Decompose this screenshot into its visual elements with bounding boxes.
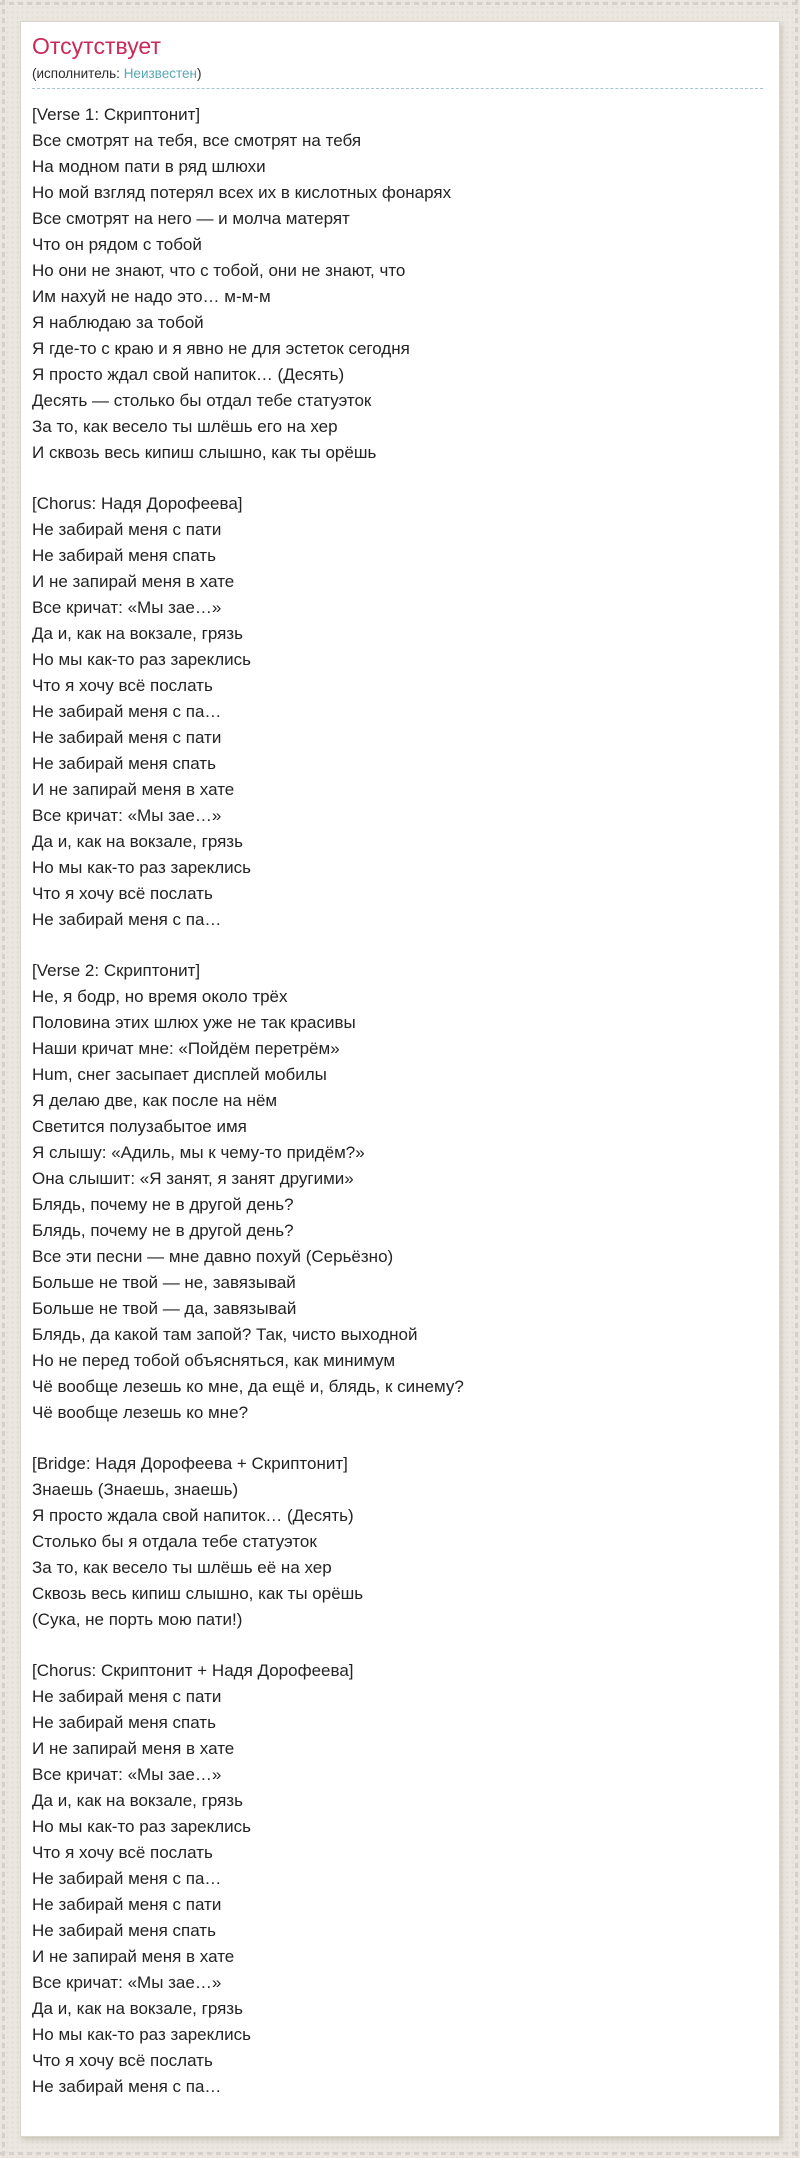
lyric-line: Все кричат: «Мы зае…» bbox=[32, 1973, 222, 1992]
lyric-line: Она слышит: «Я занят, я занят другими» bbox=[32, 1169, 354, 1188]
stanza bbox=[32, 102, 763, 466]
lyric-line: Больше не твой — да, завязывай bbox=[32, 1299, 297, 1318]
lyric-line: Все смотрят на него — и молча матерят bbox=[32, 209, 350, 228]
lyric-line: Что он рядом с тобой bbox=[32, 235, 202, 254]
song-title: Отсутствует bbox=[32, 33, 161, 59]
lyric-line: Я просто ждал свой напиток… (Десять) bbox=[32, 365, 345, 384]
stanza bbox=[32, 958, 763, 1426]
lyric-line: Знаешь (Знаешь, знаешь) bbox=[32, 1480, 239, 1499]
lyric-line: Больше не твой — не, завязывай bbox=[32, 1273, 296, 1292]
artist-label-suffix: ) bbox=[196, 66, 202, 81]
stanza bbox=[32, 1658, 763, 2100]
lyric-line: Да и, как на вокзале, грязь bbox=[32, 624, 243, 643]
lyric-line: Не, я бодр, но время около трёх bbox=[32, 987, 288, 1006]
lyric-line: За то, как весело ты шлёшь её на хер bbox=[32, 1558, 332, 1577]
lyric-line: (Сука, не порть мою пати!) bbox=[32, 1610, 243, 1629]
stanza-header: [Bridge: Надя Дорофеева + Скриптонит] bbox=[32, 1454, 348, 1473]
lyric-line: Светится полузабытое имя bbox=[32, 1117, 247, 1136]
lyric-line: За то, как весело ты шлёшь его на хер bbox=[32, 417, 338, 436]
lyric-line: Блядь, да какой там запой? Так, чисто выходной bbox=[32, 1325, 418, 1344]
lyric-line: Но мы как-то раз зареклись bbox=[32, 2025, 252, 2044]
lyric-line: Чё вообще лезешь ко мне? bbox=[32, 1403, 249, 1422]
lyrics-body bbox=[32, 102, 763, 2100]
lyric-line: Все смотрят на тебя, все смотрят на тебя bbox=[32, 131, 362, 150]
lyric-line: Блядь, почему не в другой день? bbox=[32, 1221, 294, 1240]
stanza-header: [Chorus: Скриптонит + Надя Дорофеева] bbox=[32, 1661, 354, 1680]
lyric-line: Что я хочу всё послать bbox=[32, 884, 213, 903]
lyric-line: Половина этих шлюх уже не так красивы bbox=[32, 1013, 356, 1032]
lyric-line: Все кричат: «Мы зае…» bbox=[32, 806, 222, 825]
stanza-header: [Verse 1: Скриптонит] bbox=[32, 105, 201, 124]
artist-line bbox=[32, 65, 763, 89]
stanza bbox=[32, 491, 763, 933]
lyric-line: Я делаю две, как после на нём bbox=[32, 1091, 278, 1110]
lyric-line: Но мы как-то раз зареклись bbox=[32, 650, 252, 669]
lyric-line: Hum, снег засыпает дисплей мобилы bbox=[32, 1065, 327, 1084]
lyric-line: Да и, как на вокзале, грязь bbox=[32, 832, 243, 851]
lyric-line: Не забирай меня спать bbox=[32, 754, 216, 773]
lyric-line: И не запирай меня в хате bbox=[32, 780, 235, 799]
background-texture-edge-right bbox=[795, 0, 798, 2158]
lyric-line: Что я хочу всё послать bbox=[32, 676, 213, 695]
lyric-line: И не запирай меня в хате bbox=[32, 1947, 235, 1966]
lyric-line: И не запирай меня в хате bbox=[32, 572, 235, 591]
lyric-line: Не забирай меня спать bbox=[32, 546, 216, 565]
lyric-line: Чё вообще лезешь ко мне, да ещё и, блядь, к синему? bbox=[32, 1377, 464, 1396]
lyric-line: Не забирай меня с па… bbox=[32, 1869, 222, 1888]
lyric-line: Но они не знают, что с тобой, они не знают, что bbox=[32, 261, 406, 280]
lyric-line: Им нахуй не надо это… м-м-м bbox=[32, 287, 271, 306]
lyric-line: Но мы как-то раз зареклись bbox=[32, 858, 252, 877]
lyric-line: Не забирай меня с пати bbox=[32, 728, 222, 747]
stanza bbox=[32, 1451, 763, 1633]
lyric-line: Но не перед тобой объясняться, как минимум bbox=[32, 1351, 396, 1370]
lyric-line: Да и, как на вокзале, грязь bbox=[32, 1791, 243, 1810]
lyric-line: Не забирай меня с па… bbox=[32, 2077, 222, 2096]
lyric-line: Но мы как-то раз зареклись bbox=[32, 1817, 252, 1836]
lyric-line: Я просто ждала свой напиток… (Десять) bbox=[32, 1506, 354, 1525]
artist-link[interactable]: Неизвестен bbox=[123, 66, 197, 81]
lyric-line: Не забирай меня с па… bbox=[32, 910, 222, 929]
lyric-line: Все кричат: «Мы зае…» bbox=[32, 598, 222, 617]
lyric-line: Столько бы я отдала тебе статуэток bbox=[32, 1532, 317, 1551]
lyric-line: Все кричат: «Мы зае…» bbox=[32, 1765, 222, 1784]
lyric-line: Я где-то с краю и я явно не для эстеток сегодня bbox=[32, 339, 410, 358]
background-texture-edge-bottom bbox=[0, 2152, 800, 2155]
lyric-line: Что я хочу всё послать bbox=[32, 2051, 213, 2070]
lyric-line: Блядь, почему не в другой день? bbox=[32, 1195, 294, 1214]
stanza-header: [Chorus: Надя Дорофеева] bbox=[32, 494, 243, 513]
lyric-line: И не запирай меня в хате bbox=[32, 1739, 235, 1758]
lyric-line: Не забирай меня с па… bbox=[32, 702, 222, 721]
lyric-line: Наши кричат мне: «Пойдём перетрём» bbox=[32, 1039, 340, 1058]
lyric-line: Сквозь весь кипиш слышно, как ты орёшь bbox=[32, 1584, 364, 1603]
lyric-line: Не забирай меня спать bbox=[32, 1713, 216, 1732]
lyric-line: Да и, как на вокзале, грязь bbox=[32, 1999, 243, 2018]
lyrics-card bbox=[20, 21, 780, 2137]
lyric-line: Что я хочу всё послать bbox=[32, 1843, 213, 1862]
lyric-line: На модном пати в ряд шлюхи bbox=[32, 157, 266, 176]
stanza-header: [Verse 2: Скриптонит] bbox=[32, 961, 201, 980]
lyric-line: Десять — столько бы отдал тебе статуэток bbox=[32, 391, 372, 410]
background-texture-edge-top bbox=[0, 2, 800, 5]
lyric-line: Не забирай меня с пати bbox=[32, 1687, 222, 1706]
background-texture-edge-left bbox=[2, 0, 5, 2158]
lyric-line: Не забирай меня спать bbox=[32, 1921, 216, 1940]
lyric-line: Не забирай меня с пати bbox=[32, 1895, 222, 1914]
lyric-line: Не забирай меня с пати bbox=[32, 520, 222, 539]
lyric-line: Я наблюдаю за тобой bbox=[32, 313, 204, 332]
lyric-line: Я слышу: «Адиль, мы к чему-то придём?» bbox=[32, 1143, 365, 1162]
lyric-line: Но мой взгляд потерял всех их в кислотных фонарях bbox=[32, 183, 452, 202]
lyric-line: И сквозь весь кипиш слышно, как ты орёшь bbox=[32, 443, 377, 462]
lyric-line: Все эти песни — мне давно похуй (Серьёзно) bbox=[32, 1247, 394, 1266]
artist-label-prefix: (исполнитель: bbox=[32, 66, 124, 81]
